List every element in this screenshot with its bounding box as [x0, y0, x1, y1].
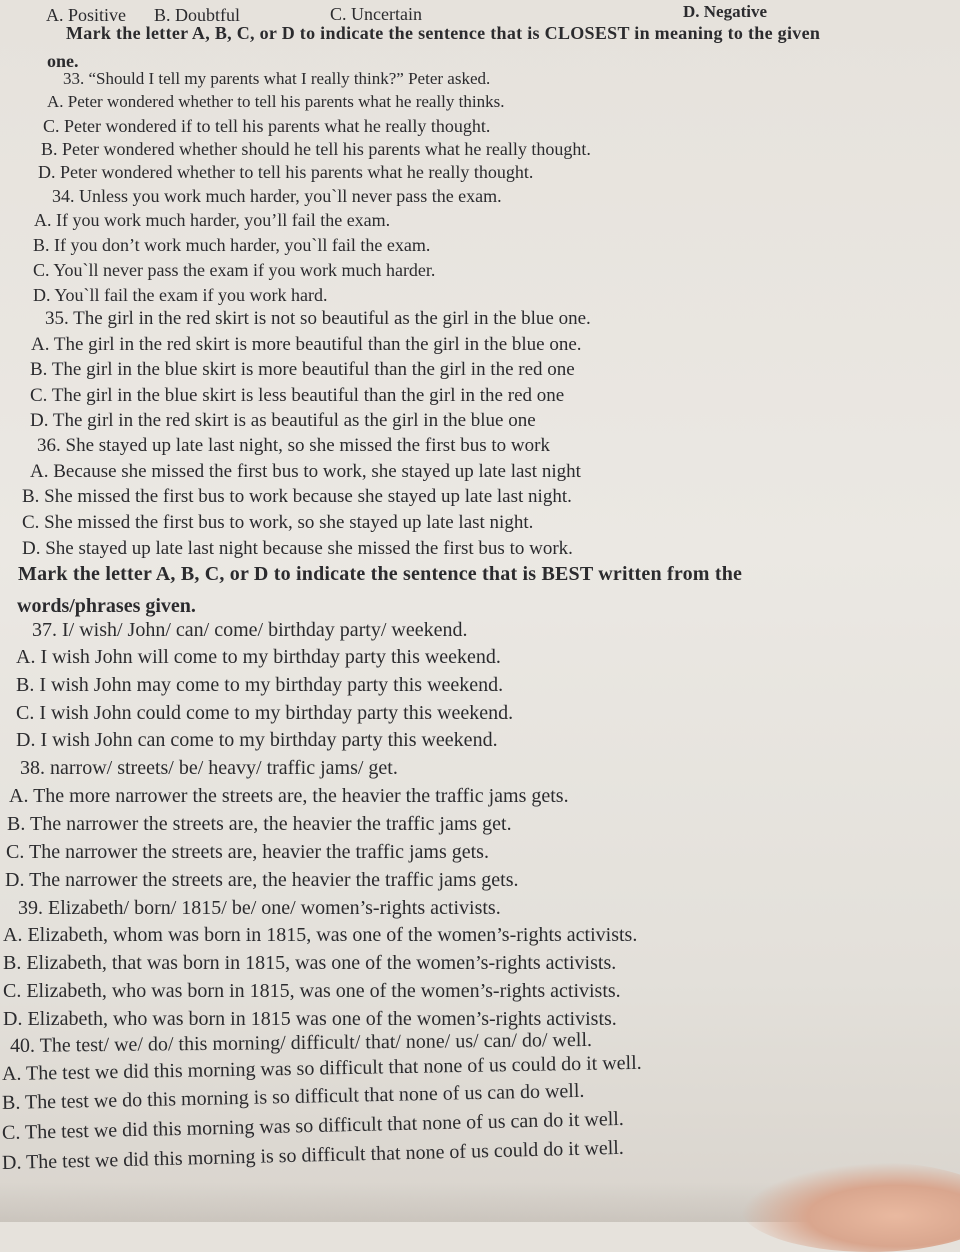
q33-option-a: A. Peter wondered whether to tell his parents what he really thinks. — [47, 92, 505, 111]
q36-option-b: B. She missed the first bus to work because she stayed up late last night. — [22, 486, 572, 507]
q40-stem: 40. The test/ we/ do/ this morning/ difficult/ that/ none/ us/ can/ do/ well. — [9, 1028, 593, 1057]
q35-option-c: C. The girl in the blue skirt is less beautiful than the girl in the red one — [30, 385, 565, 406]
section2-instruction: Mark the letter A, B, C, or D to indicate the sentence that is BEST written from the — [18, 563, 743, 585]
q40-option-a: A. The test we did this morning was so difficult that none of us could do it well. — [1, 1051, 642, 1085]
finger-shadow — [740, 1162, 960, 1252]
q39-stem: 39. Elizabeth/ born/ 1815/ be/ one/ women’s-rights activists. — [18, 897, 501, 919]
q40-option-b: B. The test we do this morning is so difficult that none of us can do well. — [1, 1079, 585, 1114]
q36-option-a: A. Because she missed the first bus to work, she stayed up late last night — [30, 461, 581, 482]
q35-option-d: D. The girl in the red skirt is as beautiful as the girl in the blue one — [30, 410, 536, 431]
prev-option-a: A. Positive — [46, 5, 127, 25]
q35-option-b: B. The girl in the blue skirt is more beautiful than the girl in the red one — [30, 359, 575, 380]
q33-option-b: B. Peter wondered whether should he tell his parents what he really thought. — [41, 139, 591, 159]
q39-option-c: C. Elizabeth, who was born in 1815, was one of the women’s-rights activists. — [3, 980, 621, 1002]
q34-option-a: A. If you work much harder, you’ll fail the exam. — [34, 210, 391, 230]
q37-option-b: B. I wish John may come to my birthday party this weekend. — [16, 674, 504, 696]
q36-option-d: D. She stayed up late last night because she missed the first bus to work. — [22, 538, 573, 559]
prev-option-d: D. Negative — [683, 2, 768, 21]
section1-instruction: Mark the letter A, B, C, or D to indicate the sentence that is CLOSEST in meaning to the given — [66, 23, 821, 43]
q37-option-c: C. I wish John could come to my birthday party this weekend. — [16, 702, 514, 724]
q35-stem: 35. The girl in the red skirt is not so beautiful as the girl in the blue one. — [45, 308, 591, 329]
q38-option-b: B. The narrower the streets are, the heavier the traffic jams get. — [7, 813, 512, 835]
q33-stem: 33. “Should I tell my parents what I really think?” Peter asked. — [63, 69, 491, 88]
q36-option-c: C. She missed the first bus to work, so she stayed up late last night. — [22, 512, 534, 533]
q33-option-c: C. Peter wondered if to tell his parents what he really thought. — [43, 116, 491, 136]
q34-option-b: B. If you don’t work much harder, you`ll fail the exam. — [33, 235, 431, 255]
q38-option-a: A. The more narrower the streets are, the heavier the traffic jams gets. — [9, 785, 569, 807]
q35-option-a: A. The girl in the red skirt is more beautiful than the girl in the blue one. — [31, 334, 582, 355]
q40-option-c: C. The test we did this morning was so difficult that none of us can do it well. — [1, 1107, 625, 1144]
q33-option-d: D. Peter wondered whether to tell his parents what he really thought. — [38, 162, 534, 182]
prev-option-c: C. Uncertain — [330, 4, 422, 24]
section1-instruction-cont: one. — [47, 51, 79, 71]
q40-option-d: D. The test we did this morning is so difficult that none of us could do it well. — [1, 1136, 625, 1174]
q37-stem: 37. I/ wish/ John/ can/ come/ birthday party/ weekend. — [32, 619, 468, 641]
q34-option-c: C. You`ll never pass the exam if you work much harder. — [33, 260, 436, 280]
q37-option-a: A. I wish John will come to my birthday party this weekend. — [16, 646, 501, 668]
q38-option-d: D. The narrower the streets are, the heavier the traffic jams gets. — [5, 869, 519, 891]
q39-option-a: A. Elizabeth, whom was born in 1815, was one of the women’s-rights activists. — [3, 924, 638, 946]
q39-option-d: D. Elizabeth, who was born in 1815 was one of the women’s-rights activists. — [3, 1008, 617, 1030]
q39-option-b: B. Elizabeth, that was born in 1815, was one of the women’s-rights activists. — [3, 952, 617, 974]
q38-option-c: C. The narrower the streets are, heavier the traffic jams gets. — [6, 841, 489, 863]
q34-stem: 34. Unless you work much harder, you`ll never pass the exam. — [52, 186, 502, 206]
q36-stem: 36. She stayed up late last night, so she missed the first bus to work — [37, 435, 550, 456]
q34-option-d: D. You`ll fail the exam if you work hard. — [33, 285, 328, 305]
q38-stem: 38. narrow/ streets/ be/ heavy/ traffic jams/ get. — [20, 757, 398, 779]
prev-option-b: B. Doubtful — [154, 5, 241, 25]
q37-option-d: D. I wish John can come to my birthday party this weekend. — [16, 729, 498, 751]
section2-instruction-cont: words/phrases given. — [17, 595, 196, 617]
